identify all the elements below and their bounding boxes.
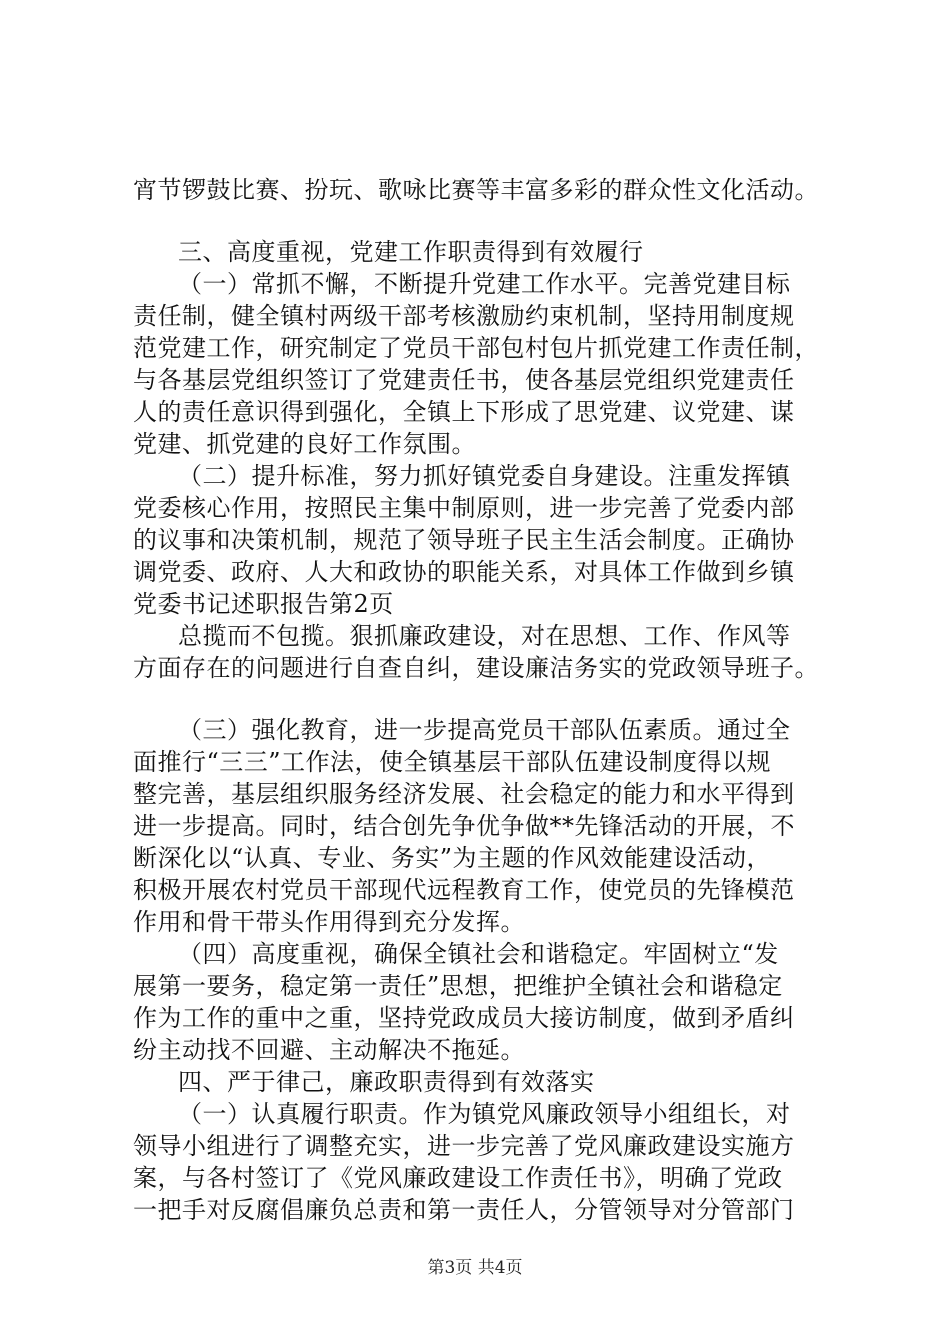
text-line: （二）提升标准，努力抓好镇党委自身建设。注重发挥镇 [178, 462, 791, 490]
text-line: （一）认真履行职责。作为镇党风廉政领导小组组长，对 [178, 1100, 791, 1128]
text-line: 积极开展农村党员干部现代远程教育工作，使党员的先锋模范 [133, 876, 795, 904]
text-line: 领导小组进行了调整充实，进一步完善了党风廉政建设实施方 [133, 1132, 795, 1160]
text-line: 作为工作的重中之重，坚持党政成员大接访制度，做到矛盾纠 [133, 1004, 795, 1032]
text-line: 断深化以“认真、专业、务实”为主题的作风效能建设活动， [133, 844, 772, 872]
text-line: 调党委、政府、人大和政协的职能关系，对具体工作做到乡镇 [133, 558, 795, 586]
page-footer: 第3页 共4页 [427, 1258, 523, 1278]
text-line: 党委核心作用，按照民主集中制原则，进一步完善了党委内部 [133, 494, 795, 522]
text-line: 进一步提高。同时，结合创先争优争做**先锋活动的开展，不 [133, 812, 795, 840]
text-line: 作用和骨干带头作用得到充分发挥。 [133, 908, 525, 936]
text-line: （一）常抓不懈，不断提升党建工作水平。完善党建目标 [178, 270, 791, 298]
text-line: 一把手对反腐倡廉负总责和第一责任人，分管领导对分管部门 [133, 1196, 795, 1224]
text-line: 范党建工作，研究制定了党员干部包村包片抓党建工作责任制， [133, 334, 819, 362]
text-line: 与各基层党组织签订了党建责任书，使各基层党组织党建责任 [133, 366, 795, 394]
text-line: 的议事和决策机制，规范了领导班子民主生活会制度。正确协 [133, 526, 795, 554]
text-line: 人的责任意识得到强化，全镇上下形成了思党建、议党建、谋 [133, 398, 795, 426]
text-line: 责任制，健全镇村两级干部考核激励约束机制，坚持用制度规 [133, 302, 795, 330]
text-line: 宵节锣鼓比赛、扮玩、歌咏比赛等丰富多彩的群众性文化活动。 [133, 176, 819, 204]
text-line: （三）强化教育，进一步提高党员干部队伍素质。通过全 [178, 716, 791, 744]
text-line: 案，与各村签订了《党风廉政建设工作责任书》，明确了党政 [133, 1164, 783, 1192]
text-line: 党建、抓党建的良好工作氛围。 [133, 430, 476, 458]
text-line: 总揽而不包揽。狠抓廉政建设，对在思想、工作、作风等 [178, 622, 791, 650]
text-line: 展第一要务，稳定第一责任”思想，把维护全镇社会和谐稳定 [133, 972, 783, 1000]
text-line: 党委书记述职报告第2页 [133, 590, 394, 618]
text-line: 方面存在的问题进行自查自纠，建设廉洁务实的党政领导班子。 [133, 654, 819, 682]
text-line: 整完善，基层组织服务经济发展、社会稳定的能力和水平得到 [133, 780, 795, 808]
text-line: 纷主动找不回避、主动解决不拖延。 [133, 1036, 525, 1064]
text-line: （四）高度重视，确保全镇社会和谐稳定。牢固树立“发 [178, 940, 779, 968]
section-heading: 三、高度重视，党建工作职责得到有效履行 [178, 238, 644, 266]
text-line: 面推行“三三”工作法，使全镇基层干部队伍建设制度得以规 [133, 748, 772, 776]
section-heading: 四、严于律己，廉政职责得到有效落实 [178, 1068, 595, 1096]
